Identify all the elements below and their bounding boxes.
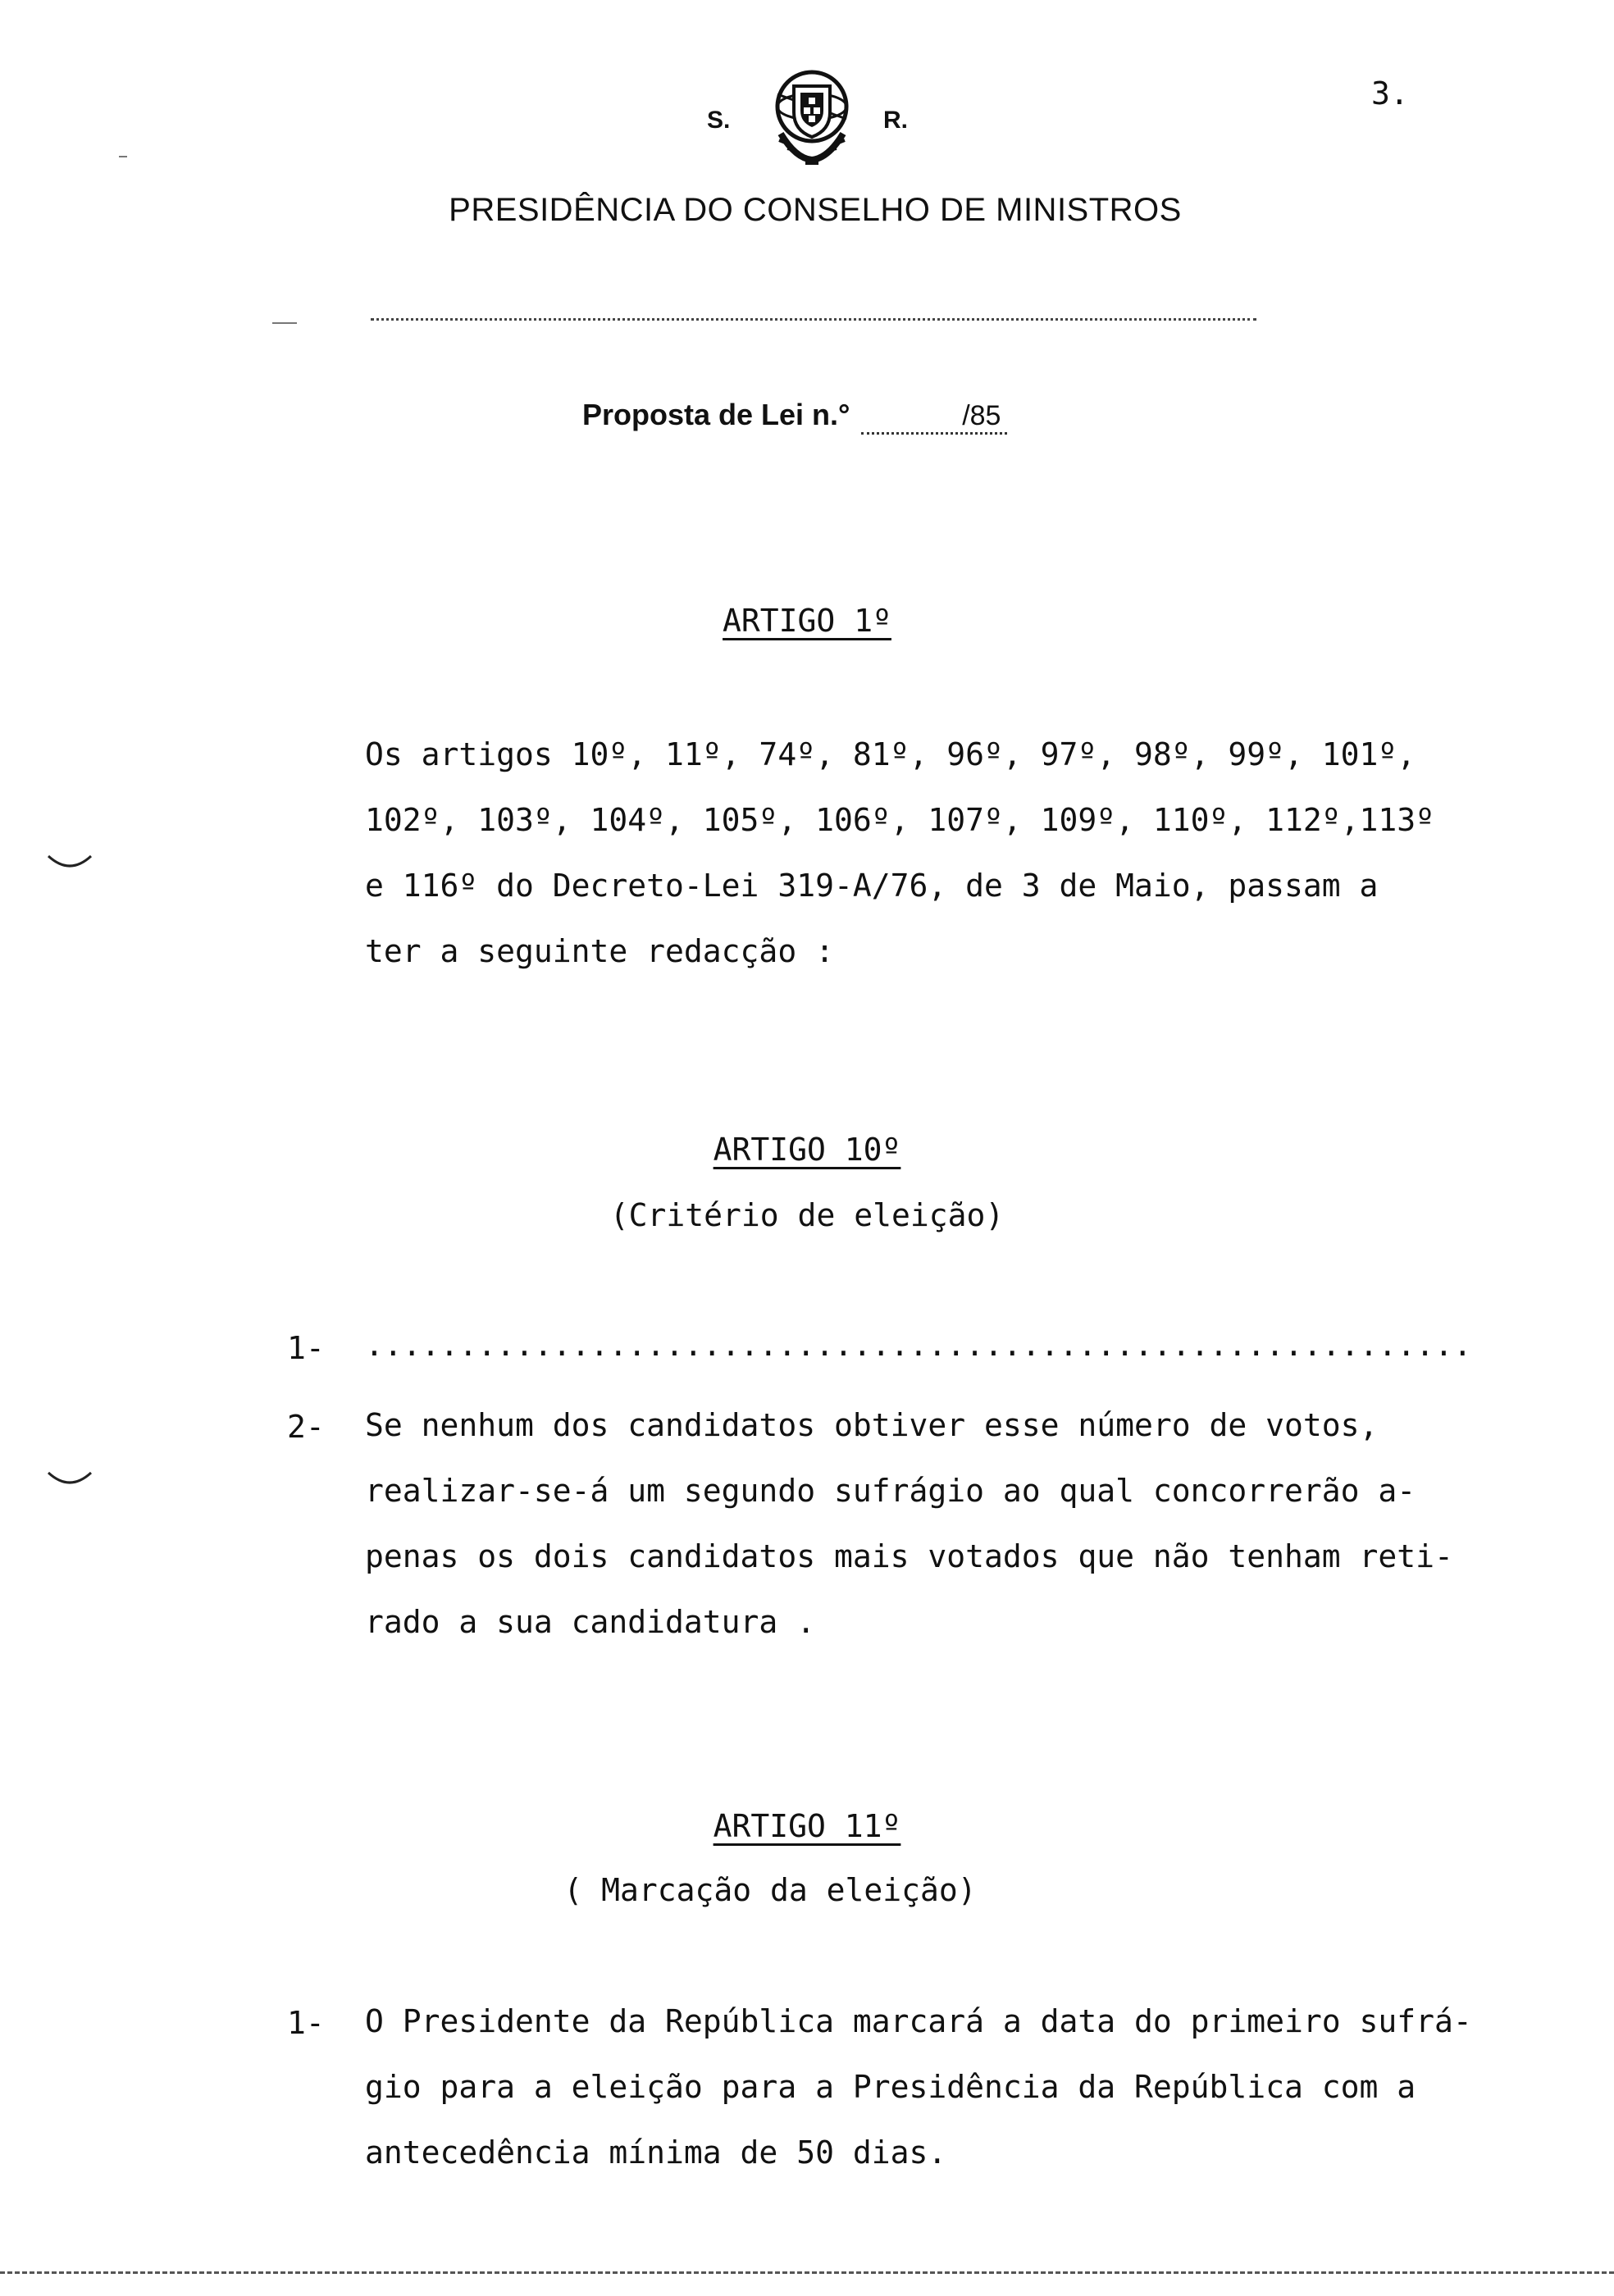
article-10-subtitle: (Critério de eleição) — [609, 1197, 1005, 1233]
article-11-item-1-body — [365, 1988, 1530, 2185]
margin-dash — [272, 322, 297, 324]
article-11-subtitle: ( Marcação da eleição) — [563, 1872, 977, 1908]
letterhead-left-letter: S. — [707, 107, 731, 134]
article-11-heading: ARTIGO 11º — [713, 1808, 901, 1844]
article-10-item-1-text: ........................................................... — [365, 1327, 1472, 1363]
proposal-label: Proposta de Lei n.° — [582, 398, 850, 431]
article-1-line: ter a seguinte redacção : — [365, 933, 834, 969]
article-1-line: e 116º do Decreto-Lei 319-A/76, de 3 de Maio, passam a — [365, 868, 1379, 904]
article-1-line: 102º, 103º, 104º, 105º, 106º, 107º, 109º, 110º, 112º,113º — [365, 802, 1435, 838]
portuguese-coat-of-arms-icon — [763, 61, 861, 168]
article-10-item-1-number: 1- — [287, 1330, 325, 1366]
article-10-item-2-line: penas os dois candidatos mais votados que não tenham reti- — [365, 1538, 1453, 1574]
article-1-heading: ARTIGO 1º — [723, 603, 891, 639]
article-10-item-2-number: 2- — [287, 1409, 325, 1445]
article-10-item-2-body — [365, 1392, 1530, 1655]
proposal-number: /85 — [861, 400, 1007, 435]
article-10-item-2-line: realizar-se-á um segundo sufrágio ao qual concorrerão a- — [365, 1473, 1416, 1509]
article-10-item-2-line: rado a sua candidatura . — [365, 1604, 816, 1640]
article-11-item-1-line: antecedência mínima de 50 dias. — [365, 2134, 947, 2171]
page-number: 3. — [1371, 75, 1409, 112]
bottom-scan-edge — [0, 2271, 1614, 2274]
proposal-line — [582, 398, 1007, 435]
letterhead-right-letter: R. — [883, 107, 908, 134]
margin-mark — [119, 156, 127, 157]
article-11-item-1-line: gio para a eleição para a Presidência da República com a — [365, 2069, 1416, 2105]
article-10-heading: ARTIGO 10º — [713, 1132, 901, 1168]
article-11-item-1-line: O Presidente da República marcará a data do primeiro sufrá- — [365, 2003, 1472, 2039]
article-11-item-1-number: 1- — [287, 2005, 325, 2041]
article-10-item-2-line: Se nenhum dos candidatos obtiver esse número de votos, — [365, 1407, 1379, 1443]
article-1-body — [365, 722, 1530, 984]
punch-hole-mark — [45, 1468, 94, 1492]
letterhead-title: PRESIDÊNCIA DO CONSELHO DE MINISTROS — [449, 192, 1182, 228]
article-1-line: Os artigos 10º, 11º, 74º, 81º, 96º, 97º, 98º, 99º, 101º, — [365, 736, 1416, 772]
dotted-rule — [371, 318, 1256, 321]
punch-hole-mark — [45, 851, 94, 876]
